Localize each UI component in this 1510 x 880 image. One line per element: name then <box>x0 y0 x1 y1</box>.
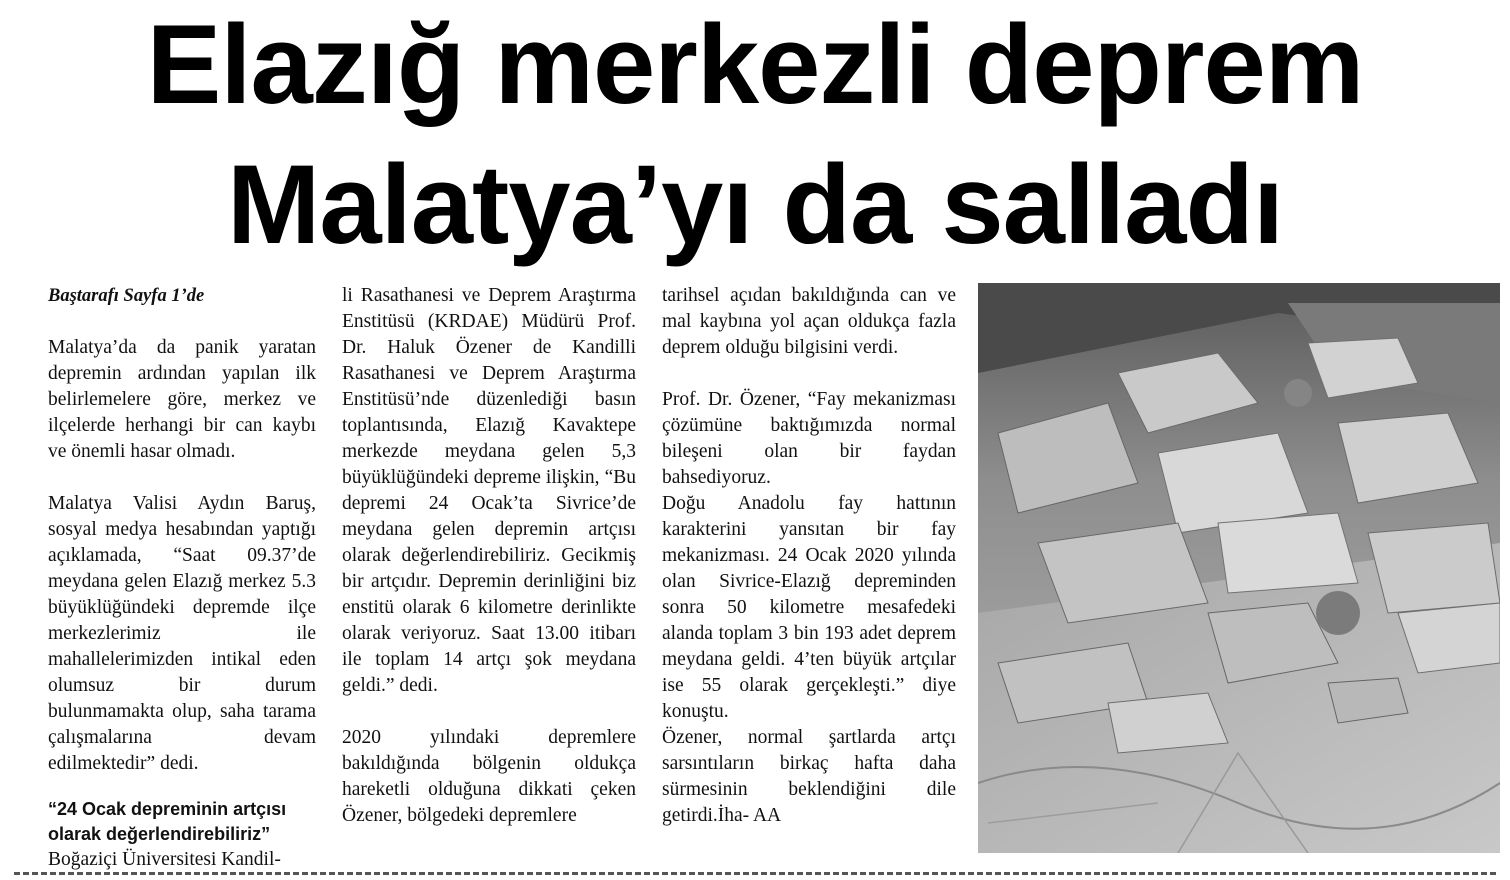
paragraph: li Rasathanesi ve Deprem Araştırma Enstitüsü (KRDAE) Müdürü Prof. Dr. Haluk Özener de Kandilli Rasathanesi ve Deprem Araştırma Enstitüsü’nde düzenlediği basın toplantısında, Elazığ Kavaktepe merkezde meydana gelen 5,3 büyüklüğündeki depreme ilişkin, “Bu depremi 24 Ocak’ta Sivrice’de meydana gelen depremin artçısı olarak değerlendirebiliriz. Gecikmiş bir artçıdır. Depremin derinliğini biz enstitü olarak 6 kilometre derinlikte olarak veriyoruz. Saat 13.00 itibarı ile toplam 14 artçı şok meydana geldi.” dedi. <box>342 285 636 696</box>
paragraph: Malatya Valisi Aydın Baruş, sosyal medya hesabından yaptığı açıklamada, “Saat 09.37’de meydana gelen Elazığ merkez 5.3 büyüklüğündeki depremde ilçe merkezlerimiz ile mahallelerimizden intikal eden olumsuz bir durum bulunmamakta olup, saha tarama çalışmalarına devam edilmektedir” dedi. <box>48 493 316 774</box>
headline-line-2: Malatya’yı da salladı <box>227 142 1283 267</box>
debris-illustration <box>978 283 1500 853</box>
paragraph: Malatya’da da panik yaratan depremin ardından yapılan ilk belirlemelere göre, merkez ve ilçelerde herhangi bir can kaybı ve önemli hasar olmadı. <box>48 337 316 462</box>
paragraph: Prof. Dr. Özener, “Fay mekanizması çözümüne baktığımızda normal bileşeni olan bir faydan bahsediyoruz. <box>662 389 956 488</box>
paragraph: tarihsel açıdan bakıldığında can ve mal kaybına yol açan oldukça fazla deprem olduğu bilgisini verdi. <box>662 285 956 358</box>
headline-line-1: Elazığ merkezli deprem <box>146 2 1364 127</box>
paragraph: Doğu Anadolu fay hattının karakterini yansıtan bir fay mekanizması. 24 Ocak 2020 yılında olan Sivrice-Elazığ depreminden sonra 50 kilometre mesafedeki alanda toplam 3 bin 193 adet deprem meydana geldi. 4’ten büyük artçılar ise 55 olarak gerçekleşti.” diye konuştu. <box>662 493 956 722</box>
subheading: “24 Ocak depreminin artçısı olarak değerlendirebiliriz” <box>48 799 287 844</box>
article-column-3 <box>662 283 956 829</box>
page-divider <box>14 872 1496 875</box>
earthquake-debris-photo <box>978 283 1500 853</box>
paragraph: Özener, normal şartlarda artçı sarsıntıların birkaç hafta daha sürmesinin beklendiğini dile getirdi.İha- AA <box>662 727 956 826</box>
article-column-1 <box>48 283 316 873</box>
paragraph: Boğaziçi Üniversitesi Kandil- <box>48 849 281 870</box>
paragraph: 2020 yılındaki depremlere bakıldığında bölgenin oldukça hareketli olduğuna dikkati çeken Özener, bölgedeki depremlere <box>342 727 636 826</box>
article-column-2 <box>342 283 636 829</box>
continued-from-kicker: Baştarafı Sayfa 1’de <box>48 286 205 306</box>
